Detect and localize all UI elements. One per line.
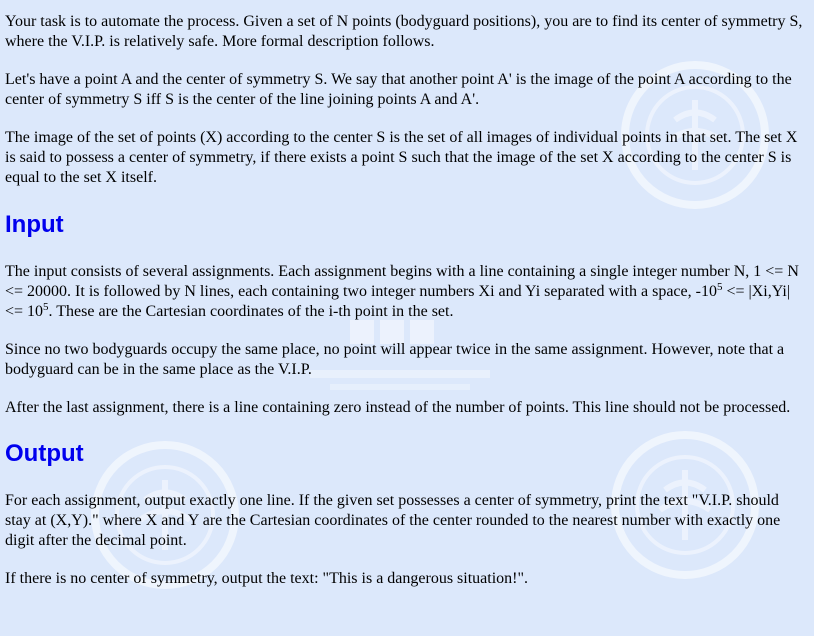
problem-statement: [5, 0, 805, 589]
input-paragraph-3: After the last assignment, there is a line containing zero instead of the number of points. This line should not be processed.: [5, 399, 791, 416]
input-text-part-1: The input consists of several assignments. Each assignment begins with a line containing a single integer number N, 1 <= N <= 20000. It is followed by N lines, each containing two integer numbers Xi and Yi separated with a space, -10: [5, 263, 799, 300]
intro-paragraph-2: Let's have a point A and the center of symmetry S. We say that another point A' is the image of the point A according to the center of symmetry S iff S is the center of the line joining points A and A'.: [5, 71, 792, 108]
output-heading: Output: [5, 440, 84, 467]
intro-paragraph-3: The image of the set of points (X) according to the center S is the set of all images of individual points in that set. The set X is said to possess a center of symmetry, if there exists a point S such that the image of the set X according to the center S is equal to the set X itself.: [5, 129, 798, 186]
input-paragraph-1: [5, 262, 805, 322]
input-heading: Input: [5, 211, 64, 238]
input-paragraph-2: Since no two bodyguards occupy the same place, no point will appear twice in the same assignment. However, note that a bodyguard can be in the same place as the V.I.P.: [5, 341, 785, 378]
input-text-part-3: . These are the Cartesian coordinates of the i-th point in the set.: [48, 303, 454, 320]
intro-paragraph-1: Your task is to automate the process. Given a set of N points (bodyguard positions), you are to find its center of symmetry S, where the V.I.P. is relatively safe. More formal description follows.: [5, 13, 803, 50]
output-paragraph-1: For each assignment, output exactly one line. If the given set possesses a center of symmetry, print the text "V.I.P. should stay at (X,Y)." where X and Y are the Cartesian coordinates of the center rounded to the nearest number with exactly one digit after the decimal point.: [5, 492, 781, 549]
exponent: 5: [43, 301, 49, 313]
input-text-part-2: <= |Xi,Yi| <= 10: [5, 283, 791, 320]
exponent: 5: [716, 281, 723, 293]
output-paragraph-2: If there is no center of symmetry, output the text: "This is a dangerous situation!".: [5, 570, 529, 587]
